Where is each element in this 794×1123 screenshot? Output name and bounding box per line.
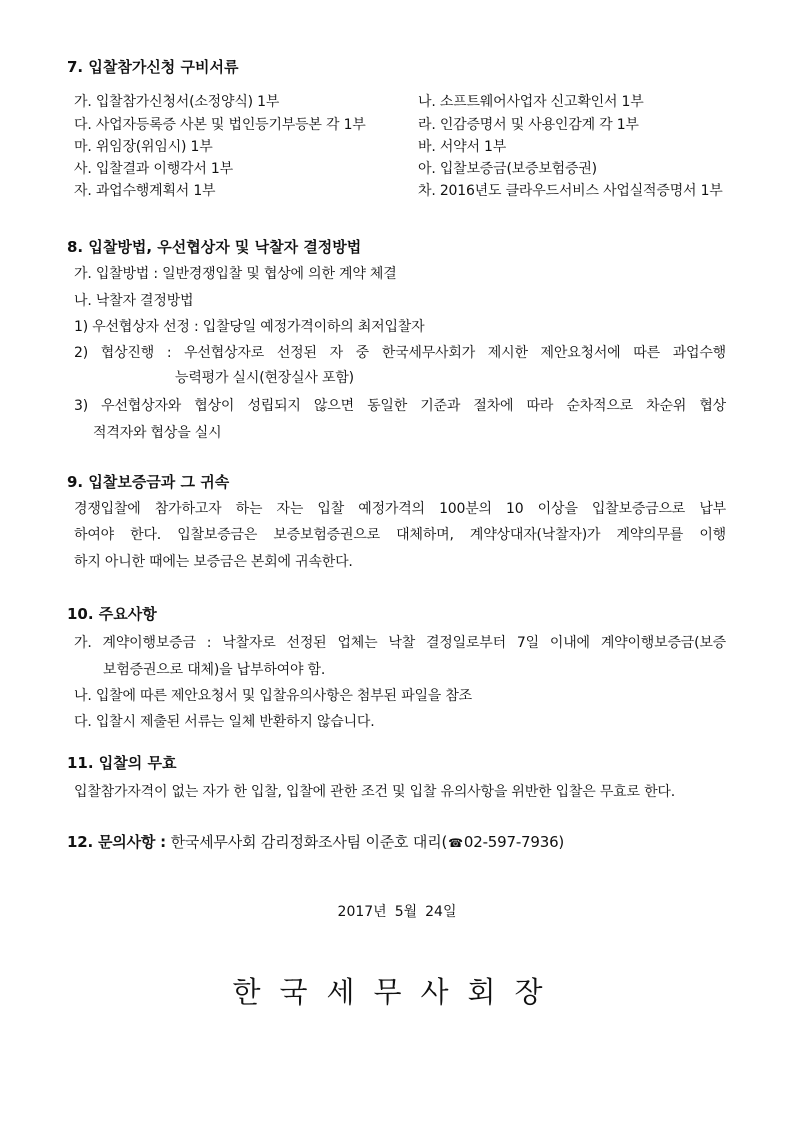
negotiation-line-1: 2) 협상진행 : 우선협상자로 선정된 자 중 한국세무사회가 제시한 제안요청서에 따른 과업수행 (74, 345, 726, 361)
date-year: 2017년 (337, 904, 387, 920)
doc-item-ja: 자. 과업수행계획서 1부 (74, 183, 216, 199)
contact-text: 한국세무사회 감리정화조사팀 이준호 대리( (170, 833, 448, 851)
doc-item-a: 아. 입찰보증금(보증보험증권) (418, 161, 597, 177)
next-rank-line-1: 3) 우선협상자와 협상이 성립되지 않으면 동일한 기준과 절차에 따라 순차적으로 차순위 협상 (74, 398, 726, 414)
doc-item-da: 다. 사업자등록증 사본 및 법인등기부등본 각 1부 (74, 117, 366, 133)
section-8-title: 8. 입찰방법, 우선협상자 및 낙찰자 결정방법 (67, 238, 362, 256)
negotiation-line-2: 능력평가 실시(현장실사 포함) (175, 370, 354, 386)
next-rank-line-2: 적격자와 협상을 실시 (93, 425, 222, 441)
section-12-title: 12. 문의사항 : (67, 833, 166, 851)
section-9-title: 9. 입찰보증금과 그 귀속 (67, 473, 230, 491)
contact-phone: 02-597-7936) (463, 833, 565, 851)
section-11-title: 11. 입찰의 무효 (67, 754, 177, 772)
performance-bond-line-2: 보험증권으로 대체)을 납부하여야 함. (103, 662, 326, 678)
section-7-title: 7. 입찰참가신청 구비서류 (67, 58, 239, 76)
priority-selection-line: 1) 우선협상자 선정 : 입찰당일 예정가격이하의 최저입찰자 (74, 319, 425, 335)
deposit-line-2: 하여야 한다. 입찰보증금은 보증보험증권으로 대체하며, 계약상대자(낙찰자)가 계약의무를 이행 (74, 527, 726, 543)
performance-bond-line-1: 가. 계약이행보증금 : 낙찰자로 선정된 업체는 낙찰 결정일로부터 7일 이내에 계약이행보증금(보증 (74, 635, 726, 651)
deposit-line-3: 하지 아니한 때에는 보증금은 본회에 귀속한다. (74, 554, 353, 570)
attachment-line: 나. 입찰에 따른 제안요청서 및 입찰유의사항은 첨부된 파일을 참조 (74, 688, 472, 704)
phone-icon: ☎ (448, 836, 463, 850)
no-return-line: 다. 입찰시 제출된 서류는 일체 반환하지 않습니다. (74, 714, 375, 730)
doc-item-ba: 바. 서약서 1부 (418, 139, 507, 155)
doc-item-sa: 사. 입찰결과 이행각서 1부 (74, 161, 233, 177)
bid-method-line: 가. 입찰방법 : 일반경쟁입찰 및 협상에 의한 계약 체결 (74, 266, 397, 282)
doc-item-ma: 마. 위임장(위임시) 1부 (74, 139, 213, 155)
doc-item-na: 나. 소프트웨어사업자 신고확인서 1부 (418, 94, 644, 110)
contact-line (67, 831, 564, 852)
section-10-title: 10. 주요사항 (67, 605, 157, 623)
invalid-bid-line: 입찰참가자격이 없는 자가 한 입찰, 입찰에 관한 조건 및 입찰 유의사항을 위반한 입찰은 무효로 한다. (74, 784, 675, 800)
document-date (0, 901, 794, 921)
doc-item-ga: 가. 입찰참가신청서(소정양식) 1부 (74, 94, 280, 110)
date-month: 5월 (394, 904, 418, 920)
date-day: 24일 (425, 904, 457, 920)
winner-method-line: 나. 낙찰자 결정방법 (74, 293, 194, 309)
deposit-line-1: 경쟁입찰에 참가하고자 하는 자는 입찰 예정가격의 100분의 10 이상을 입찰보증금으로 납부 (74, 501, 726, 517)
doc-item-cha: 차. 2016년도 클라우드서비스 사업실적증명서 1부 (418, 183, 723, 199)
doc-item-ra: 라. 인감증명서 및 사용인감계 각 1부 (418, 117, 639, 133)
organization-signature: 한국세무사회장 (232, 975, 562, 1009)
